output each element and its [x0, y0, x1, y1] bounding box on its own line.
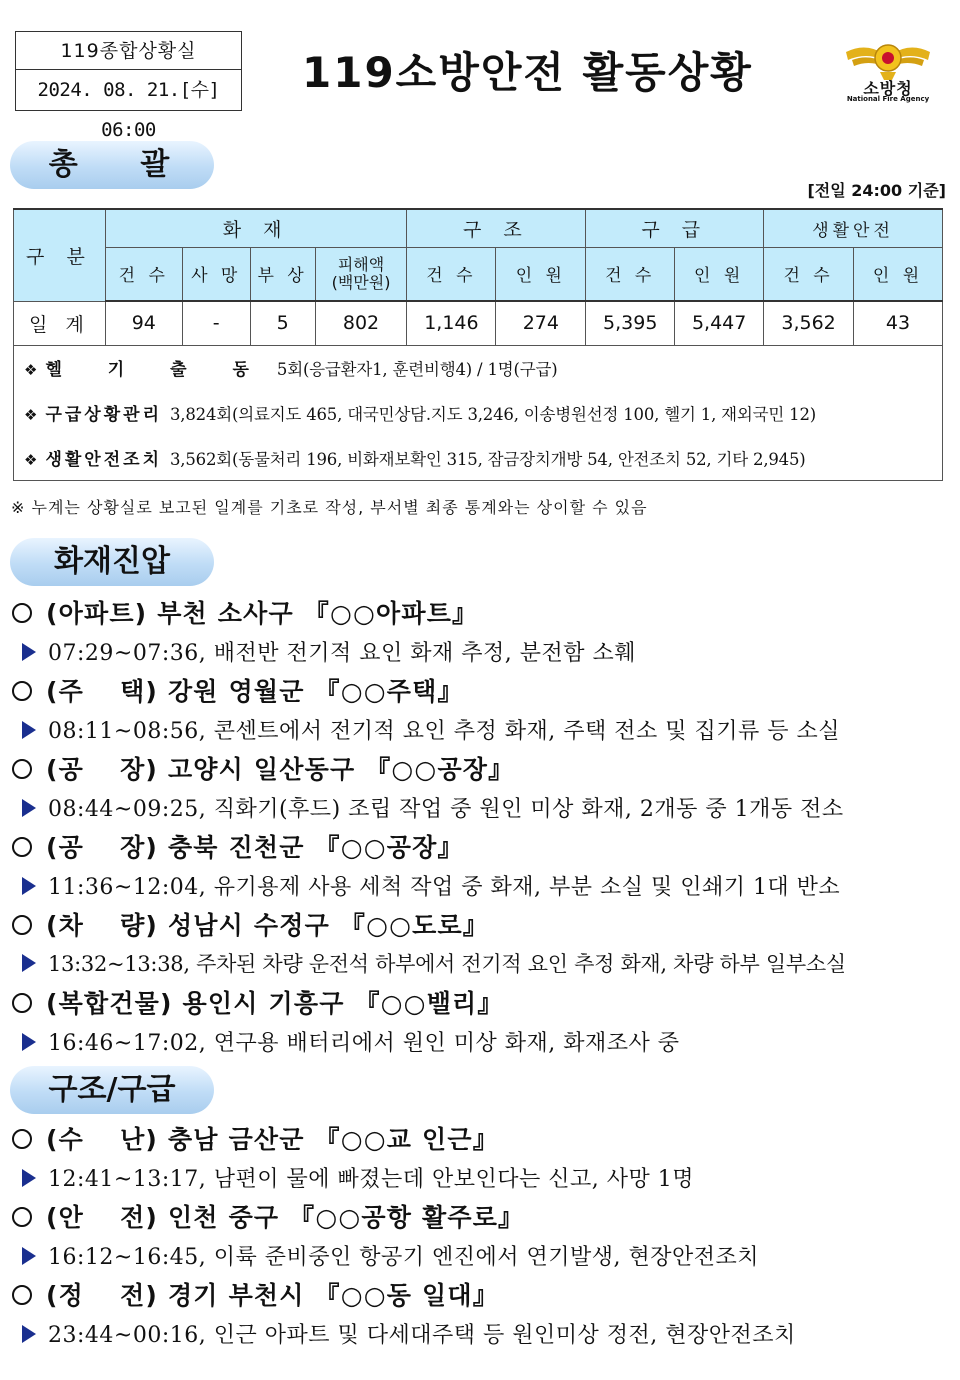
- fire-incident-desc: 13:32~13:38, 주차된 차량 운전석 하부에서 전기적 요인 추정 화재, 차량 하부 일부소실: [22, 948, 846, 978]
- rescue-incident-head: (정 전) 경기 부천시 『○○동 일대』: [12, 1276, 499, 1312]
- table-header-fire: 화 재: [105, 209, 407, 247]
- arrow-right-icon: [22, 799, 36, 817]
- circle-bullet-icon: [12, 603, 32, 623]
- fire-incident-head: (공 장) 충북 진천군 『○○공장』: [12, 828, 464, 864]
- diamond-bullet-icon: ❖: [24, 406, 38, 424]
- arrow-right-icon: [22, 954, 36, 972]
- table-subheader: 인 원: [675, 247, 764, 301]
- circle-bullet-icon: [12, 915, 32, 935]
- note-label: 헬 기 출 동: [45, 360, 269, 380]
- fire-incident-head: (차 량) 성남시 수정구 『○○도로』: [12, 906, 489, 942]
- table-subheader: 사 망: [182, 247, 250, 301]
- table-header-category: 구 분: [14, 209, 106, 301]
- circle-bullet-icon: [12, 993, 32, 1013]
- table-subheader: 건 수: [105, 247, 182, 301]
- footnote: ※ 누계는 상황실로 보고된 일계를 기초로 작성, 부서별 최종 통계와는 상이할 수 있음: [11, 498, 648, 517]
- table-subheader: 인 원: [496, 247, 586, 301]
- note-value: 3,562회(동물처리 196, 비화재보확인 315, 잠금장치개방 54, 안전조치 52, 기타 2,945): [170, 450, 806, 469]
- note-ems-management: [24, 400, 816, 425]
- fire-incident-head: (아파트) 부천 소사구 『○○아파트』: [12, 594, 478, 630]
- table-subheader: 인 원: [854, 247, 943, 301]
- fire-incident-desc: 08:11~08:56, 콘센트에서 전기적 요인 추정 화재, 주택 전소 및 집기류 등 소실: [22, 714, 840, 745]
- logo-subtext: National Fire Agency: [846, 95, 930, 103]
- arrow-right-icon: [22, 1169, 36, 1187]
- circle-bullet-icon: [12, 759, 32, 779]
- arrow-right-icon: [22, 643, 36, 661]
- table-subheader: 피해액 (백만원): [315, 247, 407, 301]
- logo-text: 소방청: [863, 79, 913, 98]
- org-name: 119종합상황실: [16, 32, 241, 70]
- circle-bullet-icon: [12, 1285, 32, 1305]
- table-header-life-safety: 생활안전: [764, 209, 943, 247]
- table-cell: -: [182, 301, 250, 345]
- report-info-box: [15, 31, 242, 141]
- note-value: 3,824회(의료지도 465, 대국민상담.지도 3,246, 이송병원선정 100, 헬기 1, 재외국민 12): [170, 405, 816, 424]
- arrow-right-icon: [22, 1247, 36, 1265]
- page-title: 119소방안전 활동상황: [302, 48, 753, 97]
- note-label: 구급상황관리: [45, 405, 162, 425]
- rescue-incident-desc: 23:44~00:16, 인근 아파트 및 다세대주택 등 원인미상 정전, 현장안전조치: [22, 1318, 796, 1349]
- rescue-incident-desc: 12:41~13:17, 남편이 물에 빠졌는데 안보인다는 신고, 사망 1명: [22, 1162, 694, 1193]
- arrow-right-icon: [22, 721, 36, 739]
- summary-table: [13, 208, 943, 346]
- diamond-bullet-icon: ❖: [24, 451, 38, 469]
- fire-incident-desc: 16:46~17:02, 연구용 배터리에서 원인 미상 화재, 화재조사 중: [22, 1026, 679, 1057]
- circle-bullet-icon: [12, 1129, 32, 1149]
- table-subheader: 부 상: [250, 247, 315, 301]
- note-value: 5회(응급환자1, 훈련비행4) / 1명(구급): [276, 360, 558, 379]
- agency-logo: [834, 38, 942, 106]
- table-row-label: 일 계: [14, 301, 106, 345]
- table-subheader: 건 수: [764, 247, 854, 301]
- section-title-summary: 총 괄: [10, 141, 214, 189]
- table-cell: 5,395: [586, 301, 675, 345]
- rescue-incident-head: (수 난) 충남 금산군 『○○교 인근』: [12, 1120, 499, 1156]
- table-header-ems: 구 급: [586, 209, 764, 247]
- table-subheader: 건 수: [586, 247, 675, 301]
- note-helicopter: [24, 355, 557, 380]
- fire-incident-desc: 08:44~09:25, 직화기(후드) 조립 작업 중 원인 미상 화재, 2개동 중 1개동 전소: [22, 792, 844, 823]
- table-header-rescue: 구 조: [407, 209, 586, 247]
- table-cell: 1,146: [407, 301, 496, 345]
- note-life-safety: [24, 445, 806, 470]
- fire-incident-desc: 07:29~07:36, 배전반 전기적 요인 화재 추정, 분전함 소훼: [22, 636, 636, 667]
- section-title-fire: 화재진압: [10, 538, 214, 586]
- rescue-incident-head: (안 전) 인천 중구 『○○공항 활주로』: [12, 1198, 524, 1234]
- arrow-right-icon: [22, 877, 36, 895]
- table-cell: 5: [250, 301, 315, 345]
- diamond-bullet-icon: ❖: [24, 361, 38, 379]
- circle-bullet-icon: [12, 837, 32, 857]
- summary-notes: [13, 345, 943, 481]
- section-title-rescue: 구조/구급: [10, 1066, 214, 1114]
- fire-incident-head: (주 택) 강원 영월군 『○○주택』: [12, 672, 464, 708]
- table-cell: 802: [315, 301, 407, 345]
- fire-incident-head: (공 장) 고양시 일산동구 『○○공장』: [12, 750, 514, 786]
- arrow-right-icon: [22, 1325, 36, 1343]
- rescue-incident-desc: 16:12~16:45, 이륙 준비중인 항공기 엔진에서 연기발생, 현장안전조치: [22, 1240, 759, 1271]
- table-cell: 274: [496, 301, 586, 345]
- table-cell: 3,562: [764, 301, 854, 345]
- report-datetime: 2024. 08. 21.[수] 06:00: [37, 79, 220, 141]
- arrow-right-icon: [22, 1033, 36, 1051]
- circle-bullet-icon: [12, 681, 32, 701]
- table-cell: 43: [854, 301, 943, 345]
- note-label: 생활안전조치: [45, 450, 162, 470]
- basis-time: [전일 24:00 기준]: [807, 181, 946, 200]
- circle-bullet-icon: [12, 1207, 32, 1227]
- table-cell: 94: [105, 301, 182, 345]
- fire-incident-head: (복합건물) 용인시 기흥구 『○○밸리』: [12, 984, 504, 1020]
- table-cell: 5,447: [675, 301, 764, 345]
- fire-incident-desc: 11:36~12:04, 유기용제 사용 세척 작업 중 화재, 부분 소실 및 인쇄기 1대 반소: [22, 870, 840, 901]
- table-subheader: 건 수: [407, 247, 496, 301]
